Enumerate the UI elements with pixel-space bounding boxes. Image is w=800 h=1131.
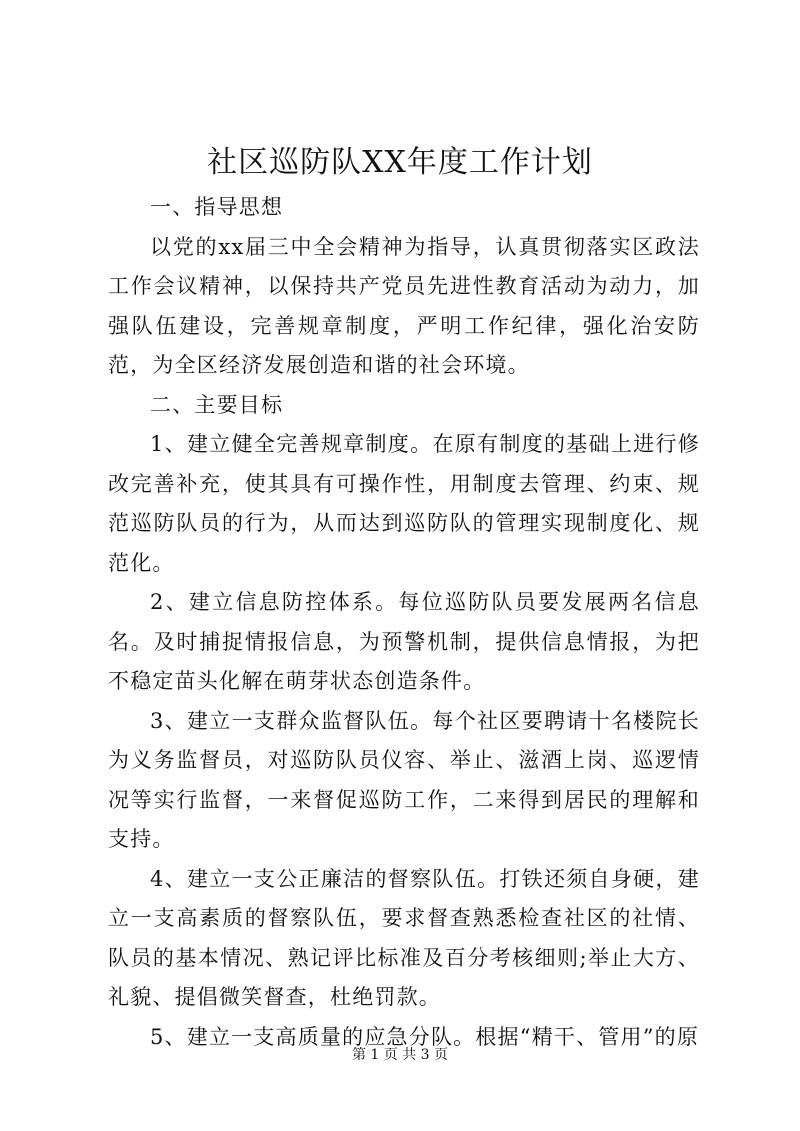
paragraph-goal-5: 5、建立一支高质量的应急分队。根据“精干、管用”的原 bbox=[150, 1024, 700, 1049]
section-heading-guiding-ideology: 一、指导思想 bbox=[150, 195, 284, 219]
paragraph-goal-4: 4、建立一支公正廉洁的督察队伍。打铁还须自身硬，建立一支高素质的督察队伍，要求督查熟悉检查社区的社情、队员的基本情况、熟记评比标准及百分考核细则;举止大方、礼貌、提倡微笑督查，杜绝罚款。 bbox=[108, 866, 700, 1009]
paragraph-guiding-ideology: 以党的xx届三中全会精神为指导，认真贯彻落实区政法工作会议精神，以保持共产党员先进性教育活动为动力，加强队伍建设，完善规章制度，严明工作纪律，强化治安防范，为全区经济发展创造和谐的社会环境。 bbox=[108, 234, 700, 377]
paragraph-goal-2: 2、建立信息防控体系。每位巡防队员要发展两名信息名。及时捕捉情报信息，为预警机制，提供信息情报，为把不稳定苗头化解在萌芽状态创造条件。 bbox=[108, 590, 700, 693]
paragraph-goal-3: 3、建立一支群众监督队伍。每个社区要聘请十名楼院长为义务监督员，对巡防队员仪容、举止、滋酒上岗、巡逻情况等实行监督，一来督促巡防工作，二来得到居民的理解和支持。 bbox=[108, 708, 700, 851]
section-heading-main-goals: 二、主要目标 bbox=[150, 392, 284, 417]
paragraph-goal-1: 1、建立健全完善规章制度。在原有制度的基础上进行修改完善补充，使其具有可操作性，用制度去管理、约束、规范巡防队员的行为，从而达到巡防队的管理实现制度化、规范化。 bbox=[108, 432, 700, 575]
page-number-footer: 第 1 页 共 3 页 bbox=[351, 1047, 449, 1063]
document-body bbox=[108, 188, 700, 1057]
document-title: 社区巡防队XX年度工作计划 bbox=[207, 145, 593, 180]
